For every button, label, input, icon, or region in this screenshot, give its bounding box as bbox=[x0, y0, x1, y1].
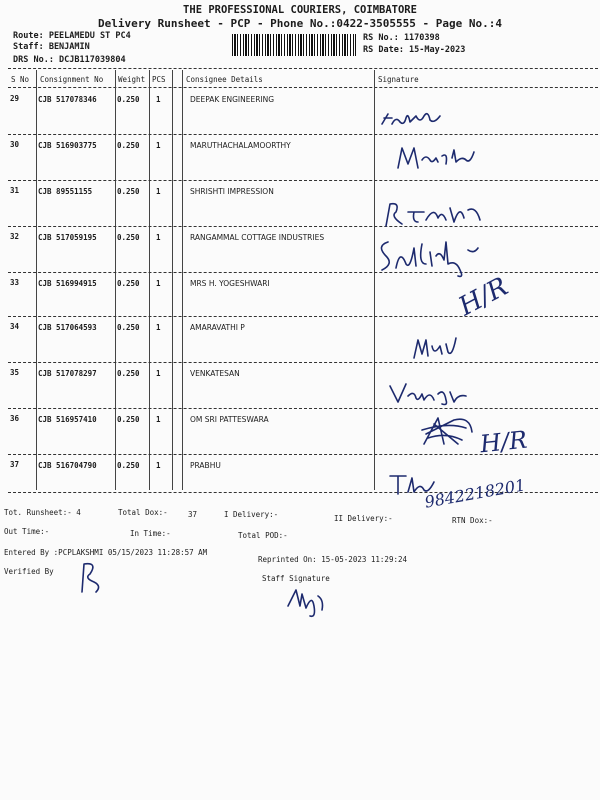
cell-consignment-no: CJB 516704790 bbox=[38, 461, 97, 470]
cell-consignee: AMARAVATHI P bbox=[190, 323, 245, 332]
staff-signature-label: Staff Signature bbox=[262, 574, 330, 583]
entered-by: Entered By :PCPLAKSHMI 05/15/2023 11:28:57 AM bbox=[4, 548, 208, 557]
cell-weight: 0.250 bbox=[117, 279, 140, 288]
signature-row-29 bbox=[380, 108, 450, 130]
cell-consignee: MRS H. YOGESHWARI bbox=[190, 279, 270, 288]
cell-consignee: PRABHU bbox=[190, 461, 221, 470]
cell-pcs: 1 bbox=[156, 233, 161, 242]
cell-weight: 0.250 bbox=[117, 95, 140, 104]
cell-sno: 37 bbox=[10, 460, 20, 469]
row-divider bbox=[8, 316, 598, 317]
signature-row-31 bbox=[384, 200, 484, 230]
staff-signature bbox=[286, 584, 326, 618]
cell-consignment-no: CJB 517059195 bbox=[38, 233, 97, 242]
cell-sno: 34 bbox=[10, 322, 20, 331]
cell-sno: 36 bbox=[10, 414, 20, 423]
runsheet-subtitle: Delivery Runsheet - PCP - Phone No.:0422-3505555 - Page No.:4 bbox=[98, 17, 502, 30]
rtn-dox-label: RTN Dox:- bbox=[452, 516, 493, 525]
col-header-pcs: PCS bbox=[152, 75, 166, 84]
cell-sno: 29 bbox=[10, 94, 20, 103]
row-divider bbox=[8, 272, 598, 273]
cell-weight: 0.250 bbox=[117, 141, 140, 150]
cell-sno: 35 bbox=[10, 368, 20, 377]
cell-consignee: SHRISHTI IMPRESSION bbox=[190, 187, 274, 196]
col-separator bbox=[374, 70, 375, 490]
cell-pcs: 1 bbox=[156, 415, 161, 424]
cell-consignment-no: CJB 517078297 bbox=[38, 369, 97, 378]
cell-sno: 32 bbox=[10, 232, 20, 241]
total-pod-label: Total POD:- bbox=[238, 531, 288, 540]
cell-weight: 0.250 bbox=[117, 323, 140, 332]
phone-number-note: 9842218201 bbox=[423, 475, 527, 512]
cell-consignment-no: CJB 516994915 bbox=[38, 279, 97, 288]
cell-weight: 0.250 bbox=[117, 415, 140, 424]
cell-weight: 0.250 bbox=[117, 233, 140, 242]
signature-row-36 bbox=[418, 414, 478, 450]
col-header-consignee: Consignee Details bbox=[186, 75, 263, 84]
cell-consignee: DEEPAK ENGINEERING bbox=[190, 95, 275, 104]
cell-consignment-no: CJB 517078346 bbox=[38, 95, 97, 104]
signature-row-35 bbox=[388, 380, 468, 408]
signature-row-32 bbox=[378, 234, 488, 278]
cell-consignment-no: CJB 516957410 bbox=[38, 415, 97, 424]
cell-consignment-no: CJB 517064593 bbox=[38, 323, 97, 332]
col-separator bbox=[149, 70, 150, 490]
cell-sno: 33 bbox=[10, 278, 20, 287]
col-separator bbox=[36, 70, 37, 490]
barcode bbox=[232, 34, 356, 56]
cell-consignee: OM SRI PATTESWARA bbox=[190, 415, 269, 424]
i-delivery-label: I Delivery:- bbox=[224, 510, 279, 519]
company-title: THE PROFESSIONAL COURIERS, COIMBATORE bbox=[183, 4, 417, 16]
route-label: Route: PEELAMEDU ST PC4 bbox=[13, 31, 131, 41]
cell-pcs: 1 bbox=[156, 95, 161, 104]
verified-by-signature bbox=[76, 560, 106, 594]
cell-pcs: 1 bbox=[156, 323, 161, 332]
cell-consignee: RANGAMMAL COTTAGE INDUSTRIES bbox=[190, 233, 325, 242]
cell-consignee: MARUTHACHALAMOORTHY bbox=[190, 141, 291, 150]
header-top-rule bbox=[8, 68, 598, 69]
total-dox-label: Total Dox:- bbox=[118, 508, 168, 517]
in-time-label: In Time:- bbox=[130, 529, 171, 538]
cell-pcs: 1 bbox=[156, 461, 161, 470]
row-divider bbox=[8, 408, 598, 409]
row-divider bbox=[8, 226, 598, 227]
col-separator bbox=[182, 70, 183, 490]
cell-sno: 31 bbox=[10, 186, 20, 195]
cell-pcs: 1 bbox=[156, 279, 161, 288]
total-dox-count: 37 bbox=[188, 510, 198, 519]
hir-mark-row-36: H/R bbox=[478, 425, 529, 459]
cell-pcs: 1 bbox=[156, 369, 161, 378]
col-separator bbox=[115, 70, 116, 490]
col-header-consignment: Consignment No bbox=[40, 75, 104, 84]
cell-pcs: 1 bbox=[156, 187, 161, 196]
drs-number: DRS No.: DCJB117039804 bbox=[13, 55, 126, 65]
cell-weight: 0.250 bbox=[117, 187, 140, 196]
col-header-weight: Weight bbox=[118, 75, 146, 84]
cell-consignee: VENKATESAN bbox=[190, 369, 240, 378]
ii-delivery-label: II Delivery:- bbox=[334, 514, 393, 523]
row-divider bbox=[8, 362, 598, 363]
reprinted-on: Reprinted On: 15-05-2023 11:29:24 bbox=[258, 555, 408, 564]
hir-mark-row-33: H/R bbox=[453, 271, 514, 323]
cell-pcs: 1 bbox=[156, 141, 161, 150]
col-header-sno: S No bbox=[11, 75, 30, 84]
total-runsheet: Tot. Runsheet:- 4 bbox=[4, 508, 81, 517]
header-bottom-rule bbox=[8, 87, 598, 88]
col-separator bbox=[172, 70, 173, 490]
cell-consignment-no: CJB 516903775 bbox=[38, 141, 97, 150]
signature-row-30 bbox=[396, 142, 476, 172]
rs-date: RS Date: 15-May-2023 bbox=[363, 45, 466, 55]
signature-row-34 bbox=[412, 330, 462, 362]
verified-by-label: Verified By bbox=[4, 567, 54, 576]
cell-sno: 30 bbox=[10, 140, 20, 149]
row-divider bbox=[8, 134, 598, 135]
col-header-signature: Signature bbox=[378, 75, 419, 84]
row-divider bbox=[8, 180, 598, 181]
out-time-label: Out Time:- bbox=[4, 527, 50, 536]
cell-consignment-no: CJB 89551155 bbox=[38, 187, 93, 196]
rs-number: RS No.: 1170398 bbox=[363, 33, 440, 43]
staff-label: Staff: BENJAMIN bbox=[13, 42, 90, 52]
cell-weight: 0.250 bbox=[117, 461, 140, 470]
cell-weight: 0.250 bbox=[117, 369, 140, 378]
